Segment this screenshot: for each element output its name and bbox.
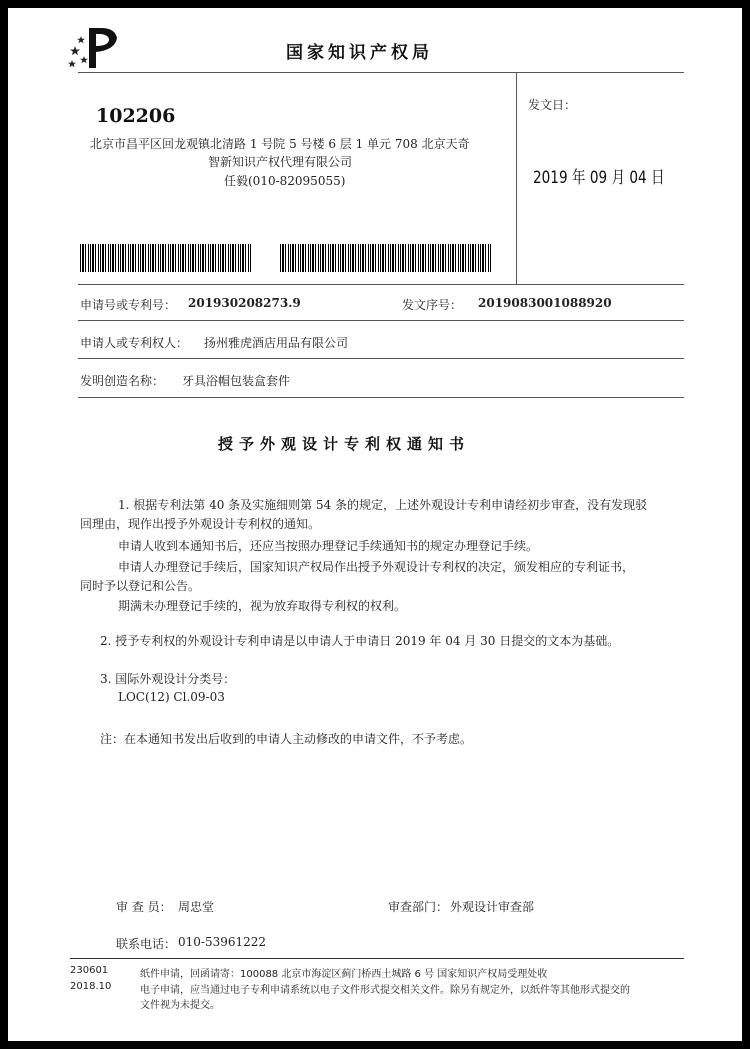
application-number: 201930208273.9 <box>188 296 301 310</box>
cnipa-logo-icon <box>63 24 125 70</box>
divider-3 <box>78 358 684 359</box>
footer-code-1: 230601 <box>70 965 109 976</box>
barcode-right <box>280 244 492 272</box>
footer-mail-instructions: 纸件申请，回函请寄：100088 北京市海淀区蓟门桥西土城路 6 号 国家知识产权局受理处收 <box>140 969 548 980</box>
paragraph-1-line-4: 申请人办理登记手续后，国家知识产权局作出授予外观设计专利权的决定，颁发相应的专利证书， <box>118 560 635 574</box>
invention-title: 牙具浴帽包装盒套件 <box>182 374 291 388</box>
divider-2 <box>78 320 684 321</box>
phone-label: 联系电话： <box>116 937 177 951</box>
divider-1 <box>78 284 684 285</box>
application-number-label: 申请号或专利号： <box>80 298 177 312</box>
paragraph-2: 2. 授予专利权的外观设计专利申请是以申请人于申请日 2019 年 04 月 30 日提交的文本为基础。 <box>100 634 620 648</box>
dispatch-divider <box>516 72 517 284</box>
dispatch-date-label: 发文日： <box>528 98 577 112</box>
recipient-contact: 任毅(010-82095055) <box>224 174 346 188</box>
applicant-label: 申请人或专利权人： <box>80 336 189 350</box>
notice-title: 授予外观设计专利权通知书 <box>218 435 471 453</box>
recipient-address-line1: 北京市昌平区回龙观镇北清路 1 号院 5 号楼 6 层 1 单元 708 北京天奇 <box>90 137 470 151</box>
header-divider <box>78 72 684 73</box>
office-title: 国家知识产权局 <box>286 43 433 63</box>
recipient-address-line2: 智新知识产权代理有限公司 <box>208 155 353 169</box>
classification-code: LOC(12) Cl.09-03 <box>118 690 225 704</box>
examiner-label: 审 查 员： <box>116 900 172 914</box>
paragraph-1-line-6: 期满未办理登记手续的，视为放弃取得专利权的权利。 <box>118 599 407 613</box>
paragraph-1-line-3: 申请人收到本通知书后，还应当按照办理登记手续通知书的规定办理登记手续。 <box>118 539 539 553</box>
paragraph-1-line-2: 回理由，现作出授予外观设计专利权的通知。 <box>80 517 321 531</box>
footer-divider <box>70 958 684 959</box>
notice-page <box>8 8 742 1041</box>
note: 注：在本通知书发出后收到的申请人主动修改的申请文件，不予考虑。 <box>100 732 473 746</box>
footer-electronic-instructions: 电子申请，应当通过电子专利申请系统以电子文件形式提交相关文件。除另有规定外，以纸件等其他形式提交的 <box>140 985 630 996</box>
invention-title-label: 发明创造名称： <box>80 374 165 388</box>
footer-electronic-instructions-cont: 文件视为未提交。 <box>140 1000 220 1011</box>
department-name: 外观设计审查部 <box>450 900 535 914</box>
footer-code-2: 2018.10 <box>70 981 112 992</box>
paragraph-1-line-1: 1. 根据专利法第 40 条及实施细则第 54 条的规定，上述外观设计专利申请经初步审查，没有发现驳 <box>118 498 648 512</box>
department-label: 审查部门： <box>388 900 449 914</box>
dispatch-date: 2019 年 09 月 04 日 <box>533 168 665 188</box>
divider-4 <box>78 397 684 398</box>
document-number-label: 发文序号： <box>402 298 463 312</box>
phone-number: 010-53961222 <box>178 935 267 949</box>
document-number: 2019083001088920 <box>478 296 612 310</box>
applicant-name: 扬州雅虎酒店用品有限公司 <box>204 336 349 350</box>
paragraph-1-line-5: 同时予以登记和公告。 <box>80 579 201 593</box>
postcode: 102206 <box>96 105 176 127</box>
paragraph-3: 3. 国际外观设计分类号： <box>100 672 236 686</box>
barcode-left <box>80 244 252 272</box>
examiner-name: 周忠堂 <box>178 900 215 914</box>
